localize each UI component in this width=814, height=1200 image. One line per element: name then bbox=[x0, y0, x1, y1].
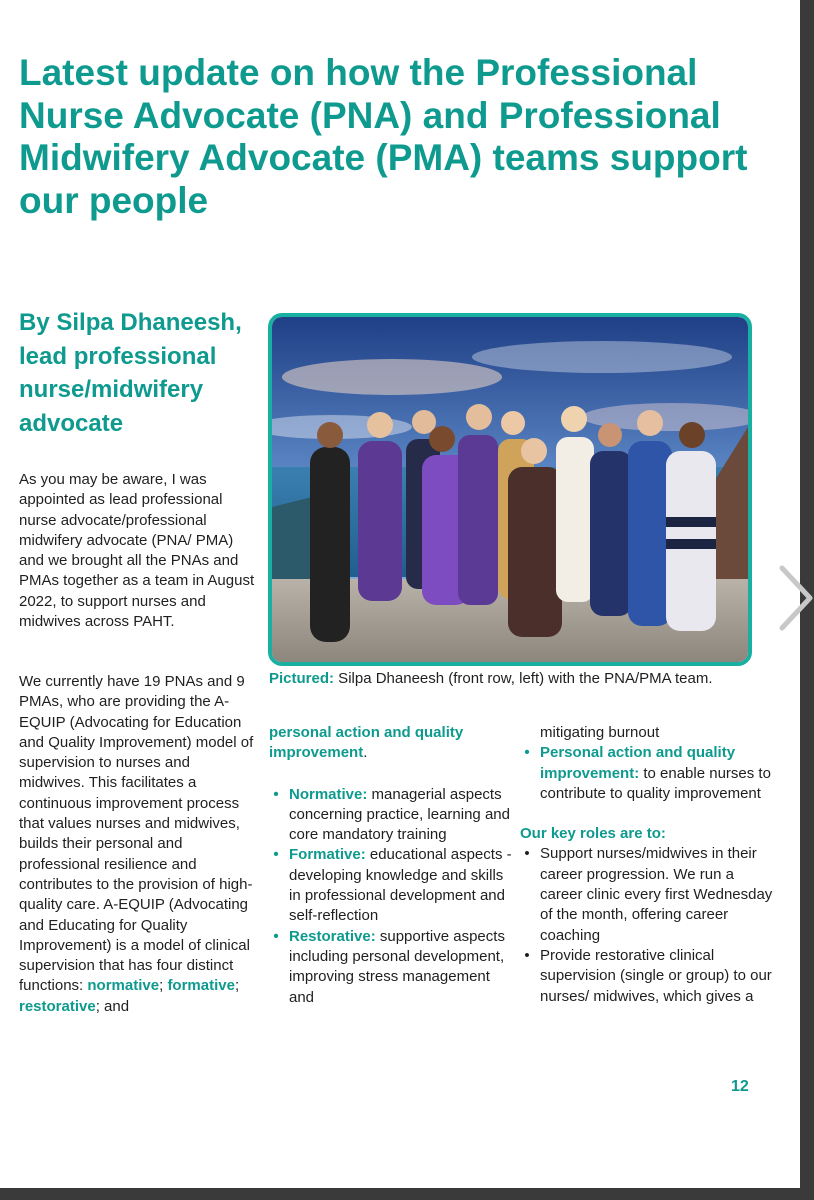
viewer-bottom-edge bbox=[0, 1188, 814, 1200]
bullet-icon: • bbox=[524, 744, 530, 762]
function-description: educational aspects - developing knowledge and skills in professional development and self-reflection bbox=[289, 846, 512, 925]
function-description: supportive aspects including personal development, improving stress management and bbox=[289, 927, 505, 1006]
list-item bbox=[520, 946, 775, 1007]
key-roles-list bbox=[520, 844, 775, 1006]
formative-term: formative bbox=[167, 977, 235, 995]
page-number: 12 bbox=[731, 1078, 749, 1095]
list-item bbox=[269, 845, 514, 926]
role-text: Support nurses/midwives in their career progression. We run a career clinic every first Wednesday of the month, offering career coaching bbox=[540, 845, 773, 944]
team-photo bbox=[268, 313, 752, 666]
article-byline: By Silpa Dhaneesh, lead professional nurse/midwifery advocate bbox=[19, 309, 242, 437]
key-roles-heading: Our key roles are to: bbox=[520, 825, 666, 843]
role-text: Provide restorative clinical supervision (single or group) to our nurses/ midwives, which gives a bbox=[540, 946, 772, 1005]
and-text: ; and bbox=[95, 997, 130, 1015]
team-photo-image bbox=[272, 317, 748, 662]
next-page-button[interactable] bbox=[776, 562, 814, 634]
personal-action-term: personal action and quality improvement bbox=[269, 724, 464, 762]
list-item bbox=[520, 844, 775, 945]
personal-action-line bbox=[269, 723, 514, 764]
functions-list-continued bbox=[520, 723, 775, 804]
continued-text: mitigating burnout bbox=[540, 724, 660, 741]
list-item bbox=[269, 785, 514, 846]
intro-paragraph: As you may be aware, I was appointed as lead professional nurse advocate/professional midwifery advocate (PNA/ PMA) and we brought all the PNAs and PMAs together as a team in August 2022, to support nurses and midwives across PAHT. bbox=[19, 471, 255, 631]
chevron-right-icon bbox=[776, 562, 814, 634]
functions-list bbox=[269, 785, 514, 1008]
column-three bbox=[520, 723, 775, 1007]
function-description: to enable nurses to contribute to quality improvement bbox=[540, 764, 771, 802]
article-title: Latest update on how the Professional Nurse Advocate (PNA) and Professional Midwifery Advocate (PMA) teams support our people bbox=[19, 52, 748, 221]
function-term: Restorative: bbox=[289, 927, 376, 945]
caption-label: Pictured: bbox=[269, 670, 335, 687]
photo-caption bbox=[269, 669, 749, 689]
bullet-icon: • bbox=[273, 927, 279, 945]
bullet-icon: • bbox=[273, 846, 279, 864]
column-two bbox=[269, 723, 514, 1008]
bullet-icon: • bbox=[524, 946, 530, 964]
function-term: Normative: bbox=[289, 785, 368, 803]
bullet-icon: • bbox=[524, 845, 530, 863]
function-description: managerial aspects concerning practice, learning and core mandatory training bbox=[289, 785, 510, 844]
list-item-continued bbox=[520, 723, 775, 743]
function-term: Formative: bbox=[289, 846, 366, 864]
bullet-icon: • bbox=[273, 785, 279, 803]
caption-text: Silpa Dhaneesh (front row, left) with the PNA/PMA team. bbox=[334, 670, 713, 687]
restorative-term: restorative bbox=[19, 997, 96, 1015]
separator: ; bbox=[234, 977, 240, 995]
functions-paragraph-text: We currently have 19 PNAs and 9 PMAs, who are providing the A-EQUIP (Advocating for Education and Quality Improvement) model of supervision to nurses and midwives. This facilitates a continuous improvement process that values nurses and midwives, builds their personal and professional resilience and contributes to the provision of high-quality care. A-EQUIP (Advocating and Educating for Quality Improvement) is a model of clinical supervision that has four distinct functions: bbox=[19, 673, 254, 995]
function-term: Personal action and quality improvement: bbox=[540, 744, 736, 782]
period: . bbox=[363, 744, 368, 762]
separator: ; bbox=[159, 977, 164, 995]
list-item bbox=[269, 927, 514, 1008]
functions-paragraph bbox=[19, 672, 259, 1017]
normative-term: normative bbox=[87, 977, 160, 995]
list-item bbox=[520, 743, 775, 804]
